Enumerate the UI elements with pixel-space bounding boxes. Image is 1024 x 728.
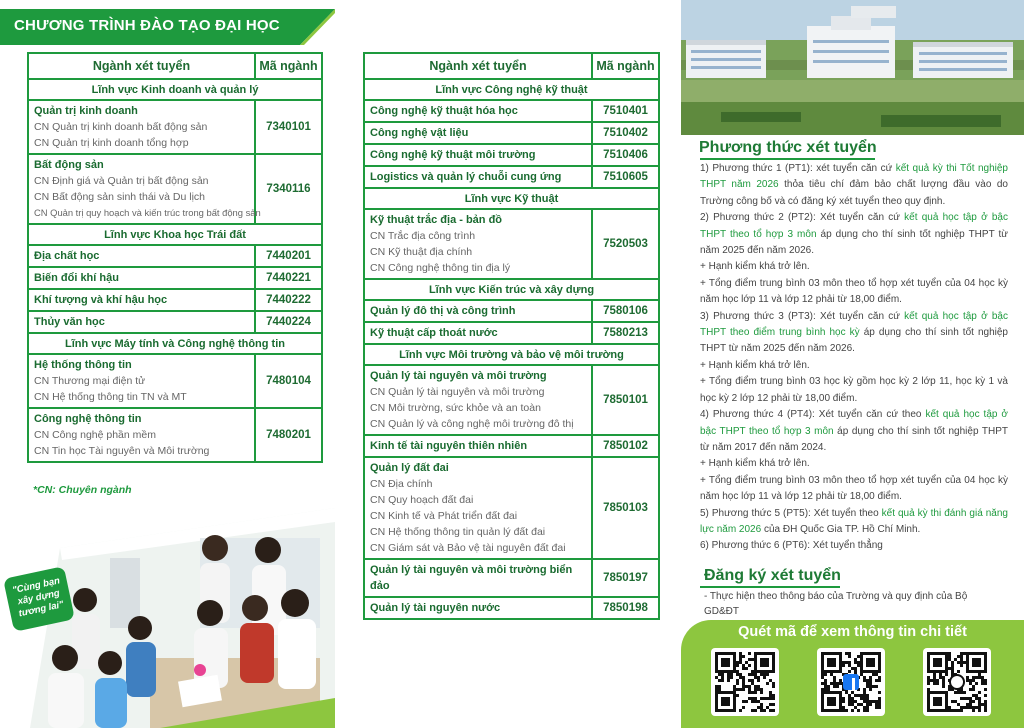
method-text: 3) Phương thức 3 (PT3): Xét tuyển căn cứ	[700, 310, 905, 322]
method-text: 4) Phương thức 4 (PT4): Xét tuyển căn cứ theo	[700, 409, 926, 421]
major-cell	[28, 289, 255, 311]
method-highlight: kết quả học tập ở bậc THPT theo tổ hợp 3 môn	[700, 212, 1008, 240]
major-cell	[28, 245, 255, 267]
major-code: 7850103	[592, 457, 659, 559]
major-name: Địa chất học	[34, 250, 100, 262]
major-code: 7440224	[255, 311, 322, 333]
specialization: CN Bất động sản sinh thái và Du lịch	[34, 191, 206, 203]
major-code: 7520503	[592, 209, 659, 279]
major-code: 7850198	[592, 597, 659, 619]
major-cell	[364, 122, 592, 144]
major-cell	[364, 209, 592, 279]
specialization: CN Quy hoạch đất đai	[370, 494, 474, 506]
major-cell	[364, 457, 592, 559]
method-highlight: kết quả kỳ thi đánh giá năng lực năm 2026	[700, 507, 1008, 535]
specialization: CN Quản trị quy hoạch và kiến trúc trong bất động sản	[34, 207, 261, 218]
campus-photo	[681, 0, 1024, 135]
major-name: Công nghệ kỹ thuật môi trường	[370, 149, 536, 161]
specialization: CN Kinh tế và Phát triển đất đai	[370, 510, 518, 522]
major-name: Quản lý tài nguyên nước	[370, 602, 501, 614]
specialization: CN Địa chính	[370, 478, 433, 490]
specialization: CN Công nghệ thông tin địa lý	[370, 262, 511, 274]
section-row	[28, 79, 322, 100]
table-row	[28, 354, 322, 408]
method-text: 6) Phương thức 6 (PT6): Xét tuyển thẳng	[700, 540, 883, 552]
table-row	[364, 365, 659, 435]
major-name: Công nghệ thông tin	[34, 413, 142, 425]
method-text: 5) Phương thức 5 (PT5): Xét tuyển theo	[700, 507, 882, 519]
major-name: Hệ thống thông tin	[34, 359, 132, 371]
specialization: CN Công nghệ phần mềm	[34, 429, 156, 441]
major-cell	[364, 100, 592, 122]
method-paragraph	[700, 506, 1008, 539]
banner	[0, 9, 335, 45]
major-code: 7850101	[592, 365, 659, 435]
table-row	[28, 267, 322, 289]
section-row	[364, 279, 659, 300]
method-paragraph	[700, 473, 1008, 506]
method-paragraph	[700, 538, 1008, 554]
table-row	[28, 100, 322, 154]
register-title: Đăng ký xét tuyển	[704, 567, 841, 584]
major-name: Quản lý đô thị và công trình	[370, 305, 516, 317]
major-name: Quản trị kinh doanh	[34, 105, 138, 117]
section-row	[364, 188, 659, 209]
section-row	[364, 344, 659, 365]
major-cell	[28, 354, 255, 408]
register-text: - Thực hiện theo thông báo của Trường và quy định của Bộ GD&ĐT	[704, 591, 968, 617]
register-underline	[700, 586, 840, 588]
table-row	[364, 597, 659, 619]
section-label: Lĩnh vực Máy tính và Công nghệ thông tin	[28, 333, 322, 354]
major-name: Thủy văn học	[34, 316, 105, 328]
major-code: 7340116	[255, 154, 322, 224]
specialization: CN Trắc địa công trình	[370, 230, 476, 242]
method-paragraph	[700, 161, 1008, 210]
major-cell	[28, 408, 255, 462]
method-paragraph	[700, 374, 1008, 407]
header-major: Ngành xét tuyển	[364, 53, 592, 79]
table-row	[364, 559, 659, 597]
major-cell	[364, 322, 592, 344]
major-code: 7440201	[255, 245, 322, 267]
major-code: 7850102	[592, 435, 659, 457]
major-code: 7510605	[592, 166, 659, 188]
table-row	[364, 166, 659, 188]
major-code: 7440221	[255, 267, 322, 289]
major-code: 7340101	[255, 100, 322, 154]
major-name: Kỹ thuật cấp thoát nước	[370, 327, 498, 339]
major-code: 7580213	[592, 322, 659, 344]
major-cell	[364, 559, 592, 597]
table-row	[28, 311, 322, 333]
methods-underline	[700, 158, 875, 160]
header-code: Mã ngành	[255, 53, 322, 79]
qr-panel	[681, 620, 1024, 728]
major-cell	[364, 144, 592, 166]
table-row	[28, 289, 322, 311]
major-code: 7510406	[592, 144, 659, 166]
footnote: *CN: Chuyên ngành	[33, 484, 132, 496]
method-text: + Tổng điểm trung bình 03 môn theo tổ hợp xét tuyển của 04 học kỳ năm học lớp 11 và lớp 12 phải từ 18,00 điểm.	[700, 277, 1008, 306]
table-row	[364, 322, 659, 344]
method-paragraph	[700, 276, 1008, 309]
specialization: CN Quản lý và công nghệ môi trường đô thị	[370, 418, 574, 430]
method-paragraph	[700, 358, 1008, 374]
major-cell	[28, 154, 261, 224]
method-text: áp dụng cho thí sinh tốt nghiệp THPT từ năm 2017 đến năm 2024.	[700, 425, 1008, 453]
facebook-icon	[843, 674, 859, 690]
major-name: Kỹ thuật trắc địa - bản đồ	[370, 214, 503, 226]
table-row	[364, 122, 659, 144]
major-code: 7480104	[255, 354, 322, 408]
method-text: + Hạnh kiểm khá trở lên.	[700, 261, 810, 273]
table-row	[28, 245, 322, 267]
major-name: Bất động sản	[34, 159, 104, 171]
major-cell	[28, 267, 255, 289]
program-table-left	[27, 52, 323, 463]
table-row	[364, 209, 659, 279]
specialization: CN Môi trường, sức khỏe và an toàn	[370, 402, 541, 414]
major-name: Logistics và quản lý chuỗi cung ứng	[370, 171, 562, 183]
major-cell	[28, 100, 255, 154]
method-highlight: kết quả học tập ở bậc THPT theo tổ hợp 3 môn	[700, 409, 1008, 437]
section-label: Lĩnh vực Công nghệ kỹ thuật	[364, 79, 659, 100]
method-paragraph	[700, 309, 1008, 358]
section-row	[28, 333, 322, 354]
method-text: + Tổng điểm trung bình 03 học kỳ gồm học kỳ 2 lớp 11, học kỳ 1 và học kỳ 2 lớp 12 phải từ 18,00 điểm.	[700, 376, 1008, 404]
major-name: Kinh tế tài nguyên thiên nhiên	[370, 440, 528, 452]
program-table-middle	[363, 52, 660, 620]
major-code: 7510402	[592, 122, 659, 144]
qr-title: Quét mã để xem thông tin chi tiết	[738, 624, 967, 640]
method-highlight: kết quả học tập ở bậc THPT theo điểm trung bình học kỳ	[700, 310, 1008, 339]
major-name: Quản lý tài nguyên và môi trường biển đảo	[370, 564, 573, 592]
major-cell	[28, 311, 255, 333]
method-paragraph	[700, 210, 1008, 259]
specialization: CN Quản trị kinh doanh tổng hợp	[34, 137, 189, 149]
specialization: CN Hệ thống thông tin TN và MT	[34, 391, 187, 403]
section-row	[364, 79, 659, 100]
table-row	[28, 154, 322, 224]
major-code: 7580106	[592, 300, 659, 322]
major-code: 7480201	[255, 408, 322, 462]
method-paragraph	[700, 456, 1008, 472]
campus-illustration	[681, 0, 1024, 135]
major-name: Biến đổi khí hậu	[34, 272, 119, 284]
method-highlight: kết quả kỳ thi Tốt nghiệp THPT năm 2026	[700, 163, 1008, 191]
method-text: áp dụng cho thí sinh tốt nghiệp THPT từ năm 2025 đến năm 2026.	[700, 327, 1008, 355]
qr-code-facebook[interactable]	[817, 648, 885, 716]
method-paragraph	[700, 407, 1008, 456]
header-major: Ngành xét tuyển	[28, 53, 255, 79]
table-row	[364, 300, 659, 322]
methods-list	[700, 161, 1008, 555]
method-text: thỏa tiêu chí đảm bảo chất lượng đầu vào do Trường công bố và có đăng ký xét tuyển theo quy định.	[700, 179, 1008, 207]
method-text: + Hạnh kiểm khá trở lên.	[700, 458, 810, 470]
major-cell	[364, 365, 592, 435]
header-code: Mã ngành	[592, 53, 659, 79]
specialization: CN Định giá và Quản trị bất động sản	[34, 175, 209, 187]
specialization: CN Tin học Tài nguyên và Môi trường	[34, 445, 210, 457]
table-row	[364, 435, 659, 457]
specialization: CN Quản trị kinh doanh bất động sản	[34, 121, 208, 133]
specialization: CN Giám sát và Bảo vệ tài nguyên đất đai	[370, 542, 566, 554]
major-cell	[364, 300, 592, 322]
table-row	[364, 144, 659, 166]
major-name: Công nghệ kỹ thuật hóa học	[370, 105, 518, 117]
major-name: Khí tượng và khí hậu học	[34, 294, 168, 306]
qr-code-website[interactable]	[711, 648, 779, 716]
major-cell	[364, 166, 592, 188]
method-text: 2) Phương thức 2 (PT2): Xét tuyển căn cứ	[700, 212, 905, 224]
major-cell	[364, 597, 592, 619]
section-row	[28, 224, 322, 245]
table-row	[364, 457, 659, 559]
major-name: Công nghệ vật liệu	[370, 127, 469, 139]
major-name: Quản lý đất đai	[370, 462, 449, 474]
qr-code-other[interactable]	[923, 648, 991, 716]
specialization: CN Kỹ thuật địa chính	[370, 246, 473, 258]
page-title: CHƯƠNG TRÌNH ĐÀO TẠO ĐẠI HỌC	[14, 17, 280, 34]
section-label: Lĩnh vực Môi trường và bảo vệ môi trường	[364, 344, 659, 365]
section-label: Lĩnh vực Kiến trúc và xây dựng	[364, 279, 659, 300]
method-text: áp dụng cho thí sinh tốt nghiệp THPT từ năm 2025 đến năm 2026.	[700, 228, 1008, 257]
students-photo	[0, 508, 335, 728]
specialization: CN Thương mại điện tử	[34, 375, 146, 387]
method-paragraph	[700, 259, 1008, 275]
major-code: 7850197	[592, 559, 659, 597]
table-row	[364, 100, 659, 122]
section-label: Lĩnh vực Kinh doanh và quản lý	[28, 79, 322, 100]
method-text: + Tổng điểm trung bình 03 môn theo tổ hợp xét tuyển của 04 học kỳ năm học lớp 11 và lớp 12 phải từ 18,00 điểm.	[700, 474, 1008, 503]
method-text: + Hạnh kiểm khá trở lên.	[700, 359, 810, 371]
table-row	[28, 408, 322, 462]
section-label: Lĩnh vực Kỹ thuật	[364, 188, 659, 209]
major-cell	[364, 435, 592, 457]
specialization: CN Quản lý tài nguyên và môi trường	[370, 386, 545, 398]
section-label: Lĩnh vực Khoa học Trái đất	[28, 224, 322, 245]
specialization: CN Hệ thống thông tin quản lý đất đai	[370, 526, 546, 538]
method-text: 1) Phương thức 1 (PT1): xét tuyển căn cứ	[700, 163, 896, 174]
slogan-badge: "Cùng bạn xây dựng tương lai"	[3, 566, 75, 632]
methods-title: Phương thức xét tuyển	[699, 139, 877, 156]
major-name: Quản lý tài nguyên và môi trường	[370, 370, 547, 382]
major-code: 7440222	[255, 289, 322, 311]
method-text: của ĐH Quốc Gia TP. Hồ Chí Minh.	[761, 523, 921, 535]
major-code: 7510401	[592, 100, 659, 122]
